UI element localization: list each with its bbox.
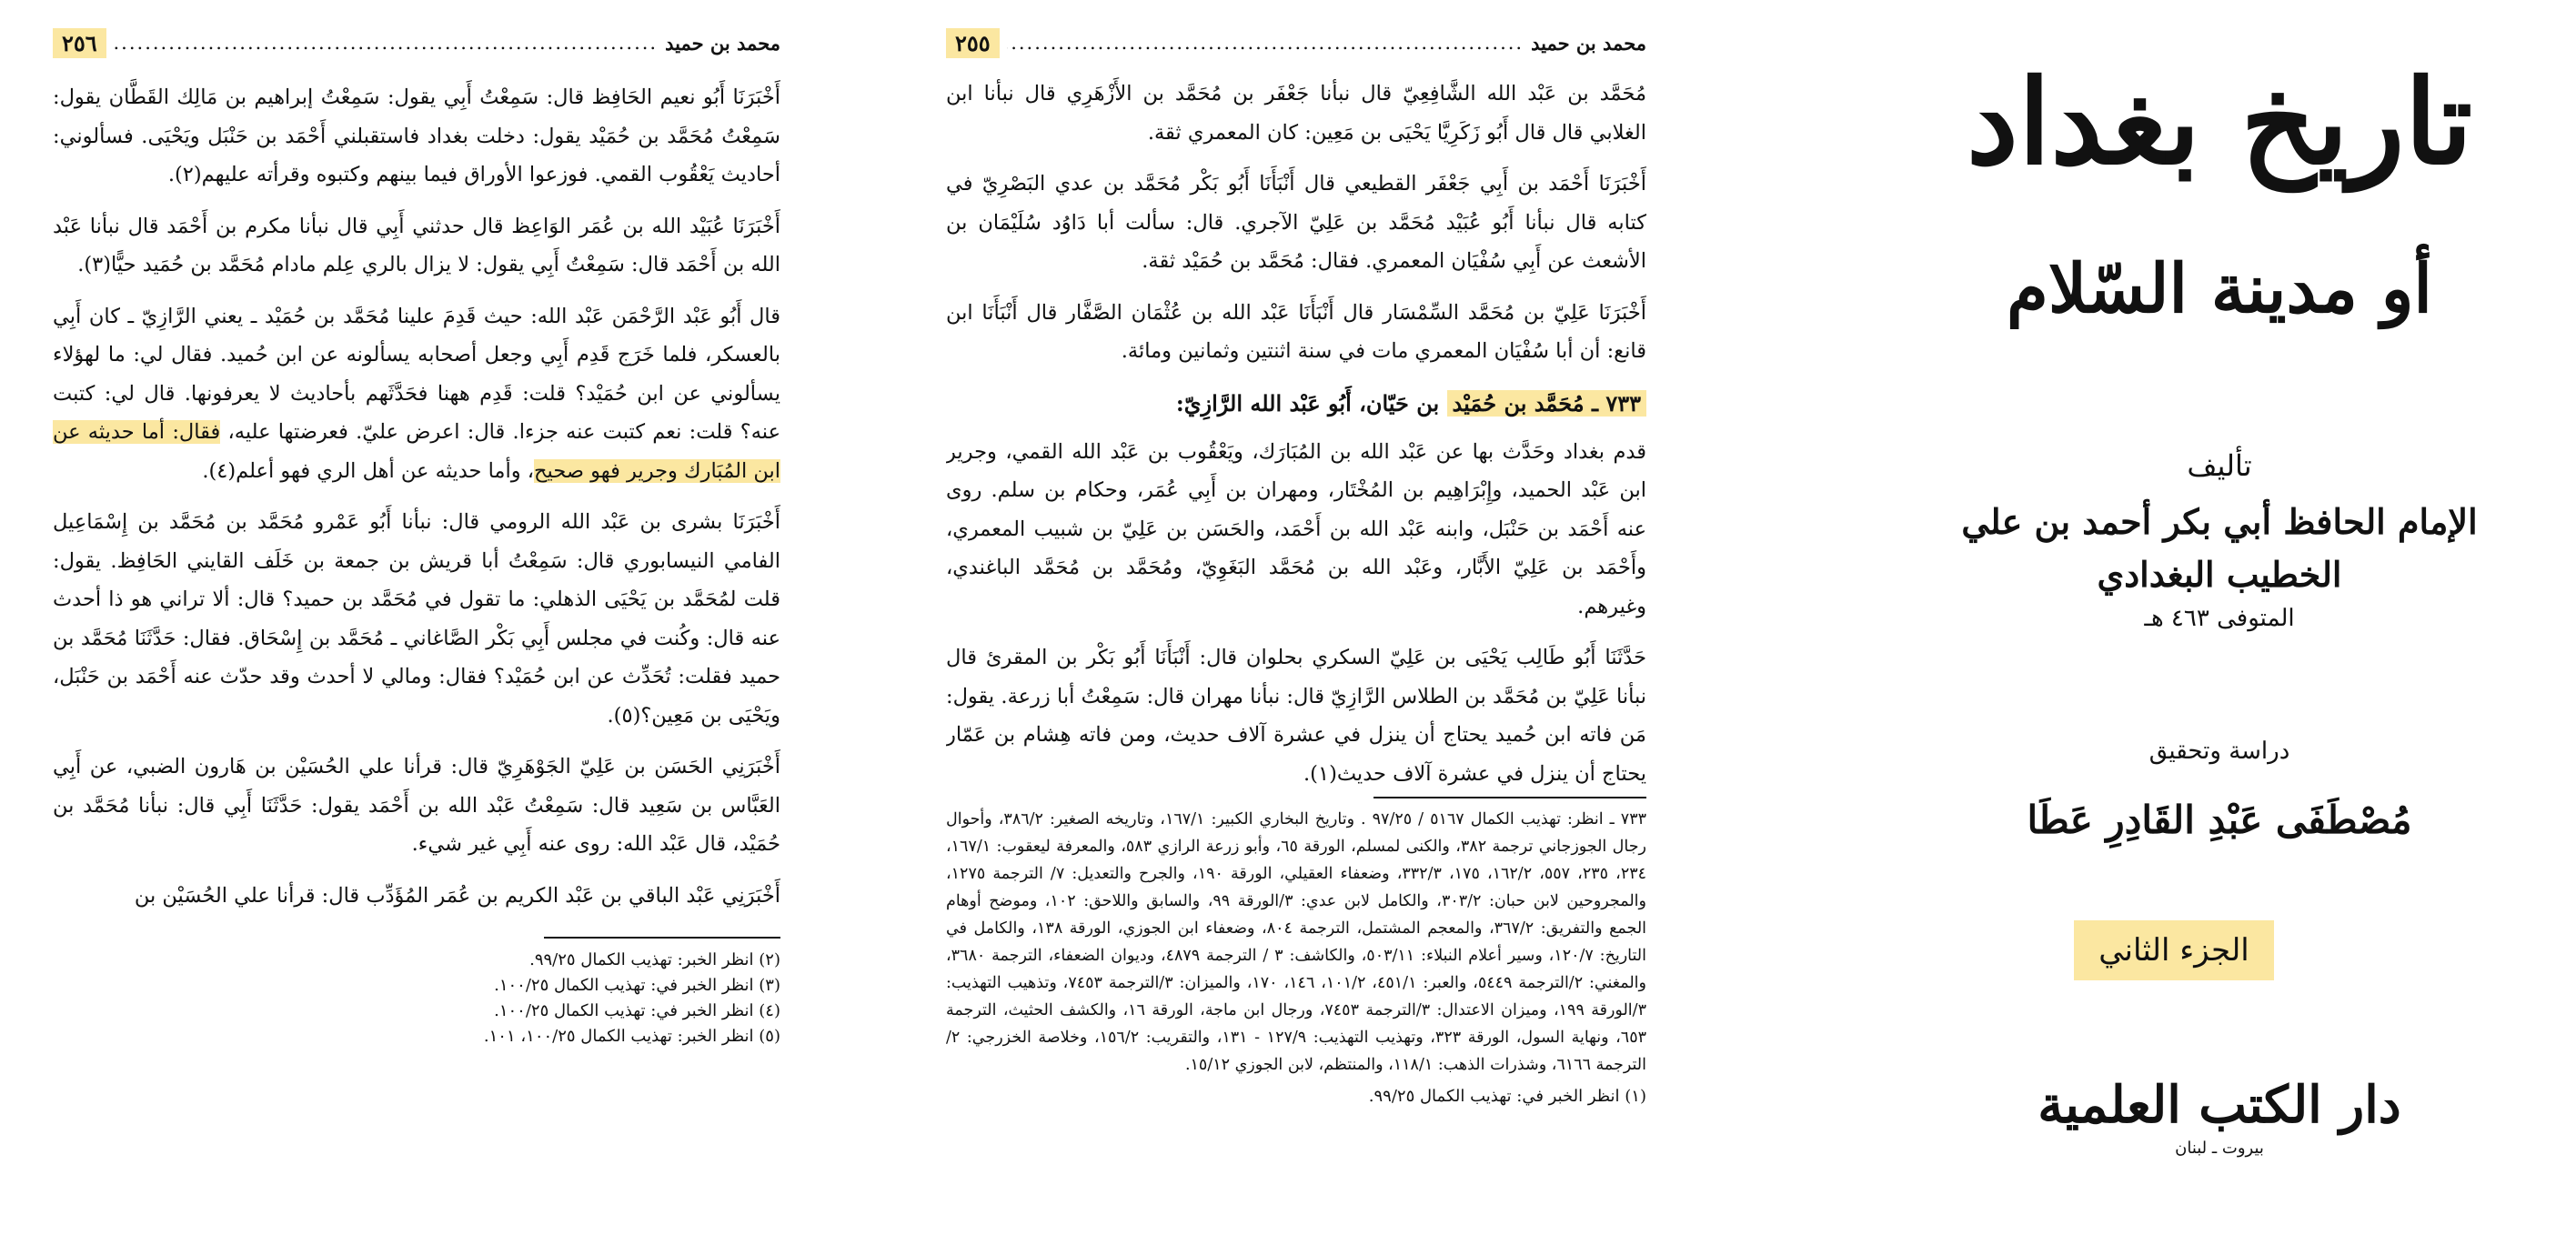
paragraph: أَخْبَرَنَا أَبُو نعيم الحَافِظ قال: سَمِعْتُ أَبِي يقول: سَمِعْتُ إبراهيم بن مَالِك القَطَّان يقول: سَمِعْتُ مُحَمَّد بن حُمَيْد يقول: دخلت بغداد فاستقبلني أَحْمَد بن حَنْبَل ويَحْيَى. فسألوني: أحاديث يَعْقُوب القمي. فوزعوا الأوراق فيما بينهم وكتبوه وقرأته عليهم(٢). xyxy=(53,85,780,186)
book-cover xyxy=(1892,0,2547,1235)
entry-number: ٧٣٣ ـ xyxy=(1591,389,1641,417)
book-title: تاريخ بغداد xyxy=(1966,55,2473,191)
page-256 xyxy=(53,0,780,1235)
author-line: الخطيب البغدادي xyxy=(2097,554,2342,595)
paragraph: أَخْبَرَنِي الحَسَن بن عَلِيّ الجَوْهَرِيّ قال: قرأنا علي الحُسَيْن بن هَارون الضبي، عن أَبِي العَبَّاس بن سَعِيد قال: سَمِعْتُ عَبْد الله بن أَحْمَد يقول: حَدَّثَنَا أَبِي قال: نبأنا مُحَمَّد بن حُمَيْد، قال عَبْد الله: روى عنه أَبِي غير شيء. xyxy=(53,755,780,856)
page-header xyxy=(946,22,1646,64)
paragraph: مُحَمَّد بن عَبْد الله الشَّافِعِيّ قال نبأنا جَعْفَر بن مُحَمَّد بن الأَزْهَرِي قال نبأنا ابن الغلابي قال قال أَبُو زَكَرِيَّا يَحْيَى بن مَعِين: كان المعمري ثقة. xyxy=(946,82,1646,145)
entry-name: مُحَمَّد بن حُمَيْد xyxy=(1452,389,1585,417)
paragraph: أَخْبَرَنَا عَلِيّ بن مُحَمَّد السِّمْسَار قال أَنْبَأَنَا عَبْد الله بن عُثْمَان الصَّفَّار قال أَنْبَأَنَا ابن قانع: أن أبا سُفْيَان المعمري مات في سنة اثنتين وثمانين ومائة. xyxy=(946,300,1646,363)
paragraph: أَخْبَرَنَا عُبَيْد الله بن عُمَر الوَاعِظ قال حدثني أَبِي قال نبأنا مكرم بن أَحْمَد قال نبأنا عَبْد الله بن أَحْمَد قال: سَمِعْتُ أَبِي يقول: لا يزال بالري عِلم مادام مُحَمَّد بن حُمَيد حيًّا(٣). xyxy=(53,214,780,276)
entry-rest: بن حَيّان، أَبُو عَبْد الله الرَّازِيّ: xyxy=(1175,389,1447,417)
paragraph: أَخْبَرَنَا بشرى بن عَبْد الله الرومي قال: نبأنا أَبُو عَمْرو مُحَمَّد بن مُحَمَّد بن إِسْمَاعِيل الفامي النيسابوري قال: سَمِعْتُ أبا قريش بن جمعة بن خَلَف القايني الحَافِظ. يقول: قلت لمُحَمَّد بن يَحْيَى الذهلي: ما تقول في مُحَمَّد بن حميد؟ قال: ألا تراني هو ذا أحدث عنه قال: وكُنت في مجلس أَبِي بَكْر الصَّاغاني ـ مُحَمَّد بن إِسْحَاق. فقال: حَدَّثَنَا مُحَمَّد بن حميد فقلت: تُحَدِّث عن ابن حُمَيْد؟ فقال: ومالي لا أحدث وقد حدّث عنه أَحْمَد بن حَنْبَل، ويَحْيَى بن مَعِين؟(٥). xyxy=(53,510,780,728)
footnote: (١) انظر الخبر في: تهذيب الكمال ٩٩/٢٥. xyxy=(1368,1087,1646,1106)
page-header xyxy=(53,22,780,64)
authored-label: تأليف xyxy=(2187,448,2252,483)
book-subtitle: أو مدينة السّلام xyxy=(2007,250,2432,328)
volume-label: الجزء الثاني xyxy=(2074,920,2274,980)
death-date: المتوفى ٤٦٣ هـ xyxy=(2144,605,2295,632)
paragraph: قدم بغداد وحَدَّث بها عن عَبْد الله بن المُبَارَك، ويَعْقُوب بن عَبْد الله القمي، وجرير ابن عَبْد الحميد، وإِبْرَاهِيم بن المُخْتَار، ومهران بن أَبِي عُمَر، وحكام بن سلم. روى عنه أَحْمَد بن حَنْبَل، وابنه عَبْد الله بن أَحْمَد، والحَسَن بن عَلِيّ بن شبيب المعمري، وأَحْمَد بن عَلِيّ الأَبَّار، وعَبْد الله بن مُحَمَّد البَغَوِيّ، ومُحَمَّد بن مُحَمَّد الباغندي، وغيرهم. xyxy=(946,439,1646,618)
footnote: (٥) انظر الخبر: تهذيب الكمال ١٠٠/٢٥، ١٠١. xyxy=(483,1027,780,1046)
footnote-rule xyxy=(544,937,780,939)
page-number: ٢٥٦ xyxy=(53,28,106,58)
paragraph: أَخْبَرَنِي عَبْد الباقي بن عَبْد الكريم بن عُمَر المُؤَدِّب قال: قرأنا علي الحُسَيْن بن xyxy=(134,883,780,908)
footnote: ٧٣٣ ـ انظر: تهذيب الكمال ٥١٦٧ / ٩٧/٢٥ . وتاريخ البخاري الكبير: ١٦٧/١، وتاريخه الصغير: ٣٨٦/٢، وأحوال رجال الجوزجاني ترجمة ٣٨٢، والكنى لمسلم، الورقة ٦٥، وأبو زرعة الرازي ٥٨٣، والمعرفة ليعقوب: ١٦٧/١، ٢٣٤، ٢٣٥، ٥٥٧، ١٦٢/٢، ١٧٥، ٣٣٢/٣، وضعفاء العقيلي، الورقة ١٩٠، والجرح والتعديل: ٧/ الترجمة ١٢٧٥، والمجروحين لابن حبان: ٣٠٣/٢، والكامل لابن عدي: ٣/الورقة ٩٩، والسابق واللاحق: ١٠٢، وموضح أوهام الجمع والتفريق: ٣٦٧/٢، والمعجم المشتمل، الترجمة ٨٠٤، وضعفاء ابن الجوزي، الورقة ١٣٨، والكامل في التاريخ: ١٢٠/٧، وسير أعلام النبلاء: ٥٠٣/١١، والكاشف: ٣ / الترجمة ٤٨٧٩، وديوان الضعفاء، الترجمة ٣٦٨٠، والمغني: ٢/الترجمة ٥٤٤٩، والعبر: ٤٥١/١، ١٠١/٢، ١٤٦، ١٧٠، والميزان: ٣/الترجمة ٧٤٥٣، وتذهيب التهذيب: ٣/الورقة ١٩٩، وميزان الاعتدال: ٣/الترجمة ٧٤٥٣، ورجال ابن ماجة، الورقة ١٦، والكشف الحثيث، الترجمة ٦٥٣، ونهاية السول، الورقة ٣٢٣، وتهذيب التهذيب: ١٢٧/٩ - ١٣١، والتقريب: ١٥٦/٢، وخلاصة الخزرجي: ٢/الترجمة ٦١٦٦، وشذرات الذهب: ١١٨/١، والمنتظم، لابن الجوزي ١٥/١٢. xyxy=(946,810,1646,1074)
running-head: محمد بن حميد xyxy=(665,31,780,55)
paragraph-highlighted xyxy=(53,297,780,491)
footnote: (٢) انظر الخبر: تهذيب الكمال ٩٩/٢٥. xyxy=(529,950,780,969)
author-name xyxy=(1892,496,2547,601)
editor-name: مُصْطَفَى عَبْدِ القَادِرِ عَطَا xyxy=(2027,798,2412,842)
page-number: ٢٥٥ xyxy=(946,28,1000,58)
header-dots xyxy=(114,32,658,54)
footnote: (٤) انظر الخبر في: تهذيب الكمال ١٠٠/٢٥. xyxy=(494,1001,780,1020)
page-255 xyxy=(946,0,1646,1235)
footnote: (٣) انظر الخبر في: تهذيب الكمال ١٠٠/٢٥. xyxy=(494,976,780,995)
running-head: محمد بن حميد xyxy=(1531,31,1646,55)
study-label: دراسة وتحقيق xyxy=(2148,738,2290,765)
paragraph-text: ، وأما حديثه عن أهل الري فهو أعلم(٤). xyxy=(202,458,535,483)
entry-title xyxy=(946,384,1646,424)
publisher-name: دار الكتب العلمية xyxy=(2038,1075,2401,1135)
highlighted-text: فقال: أما حديثه عن ابن المُبَارك وجرير فهو صحيح xyxy=(53,420,780,483)
publisher-city: بيروت ـ لبنان xyxy=(2175,1139,2264,1158)
footnote-rule xyxy=(1374,797,1646,798)
paragraph-text: قال أَبُو عَبْد الرَّحْمَن عَبْد الله: حيث قَدِمَ علينا مُحَمَّد بن حُمَيْد ـ يعني الرَّازِيّ ـ كان أَبِي بالعسكر، فلما خَرَج قَدِم أَبِي وجعل أصحابه يسألونه عن ابن حُميد. فقال لي: ما لهؤلاء يسألوني عن ابن حُمَيْد؟ قلت: قَدِم ههنا فحَدَّثَهم بأحاديث لا يعرفونها. قال لي: كتبت عنه؟ قلت: نعم كتبت عنه جزءا. قال: اعرض عليّ. فعرضتها عليه، xyxy=(53,304,780,444)
author-line: الإمام الحافظ أبي بكر أحمد بن علي xyxy=(1961,501,2478,542)
entry-highlight xyxy=(1447,390,1646,417)
paragraph: أَخْبَرَنَا أَحْمَد بن أَبِي جَعْفَر القطيعي قال أَنْبَأَنَا أَبُو بَكْر مُحَمَّد بن عدي البَصْرِيّ في كتابه قال نبأنا أَبُو عُبَيْد مُحَمَّد بن عَلِيّ الآجري. قال: سألت أبا دَاوُد سُلَيْمَان بن الأشعث عن أَبِي سُفْيَان المعمري. فقال: مُحَمَّد بن حُمَيْد ثقة. xyxy=(946,172,1646,273)
paragraph: حَدَّثَنَا أَبُو طَالِب يَحْيَى بن عَلِيّ السكري بحلوان قال: أَنْبَأَنَا أَبُو بَكْر بن المقرئ قال نبأنا عَلِيّ بن مُحَمَّد بن الطلاس الرَّازِيّ قال: نبأنا مهران قال: سَمِعْتُ أبا زرعة. يقول: مَن فاته ابن حُميد يحتاج أن ينزل في عشرة آلاف حديث، ومن فاته هِشام بن عَمّار يحتاج أن ينزل في عشرة آلاف حديث(١). xyxy=(946,646,1646,786)
header-dots xyxy=(1007,32,1524,54)
